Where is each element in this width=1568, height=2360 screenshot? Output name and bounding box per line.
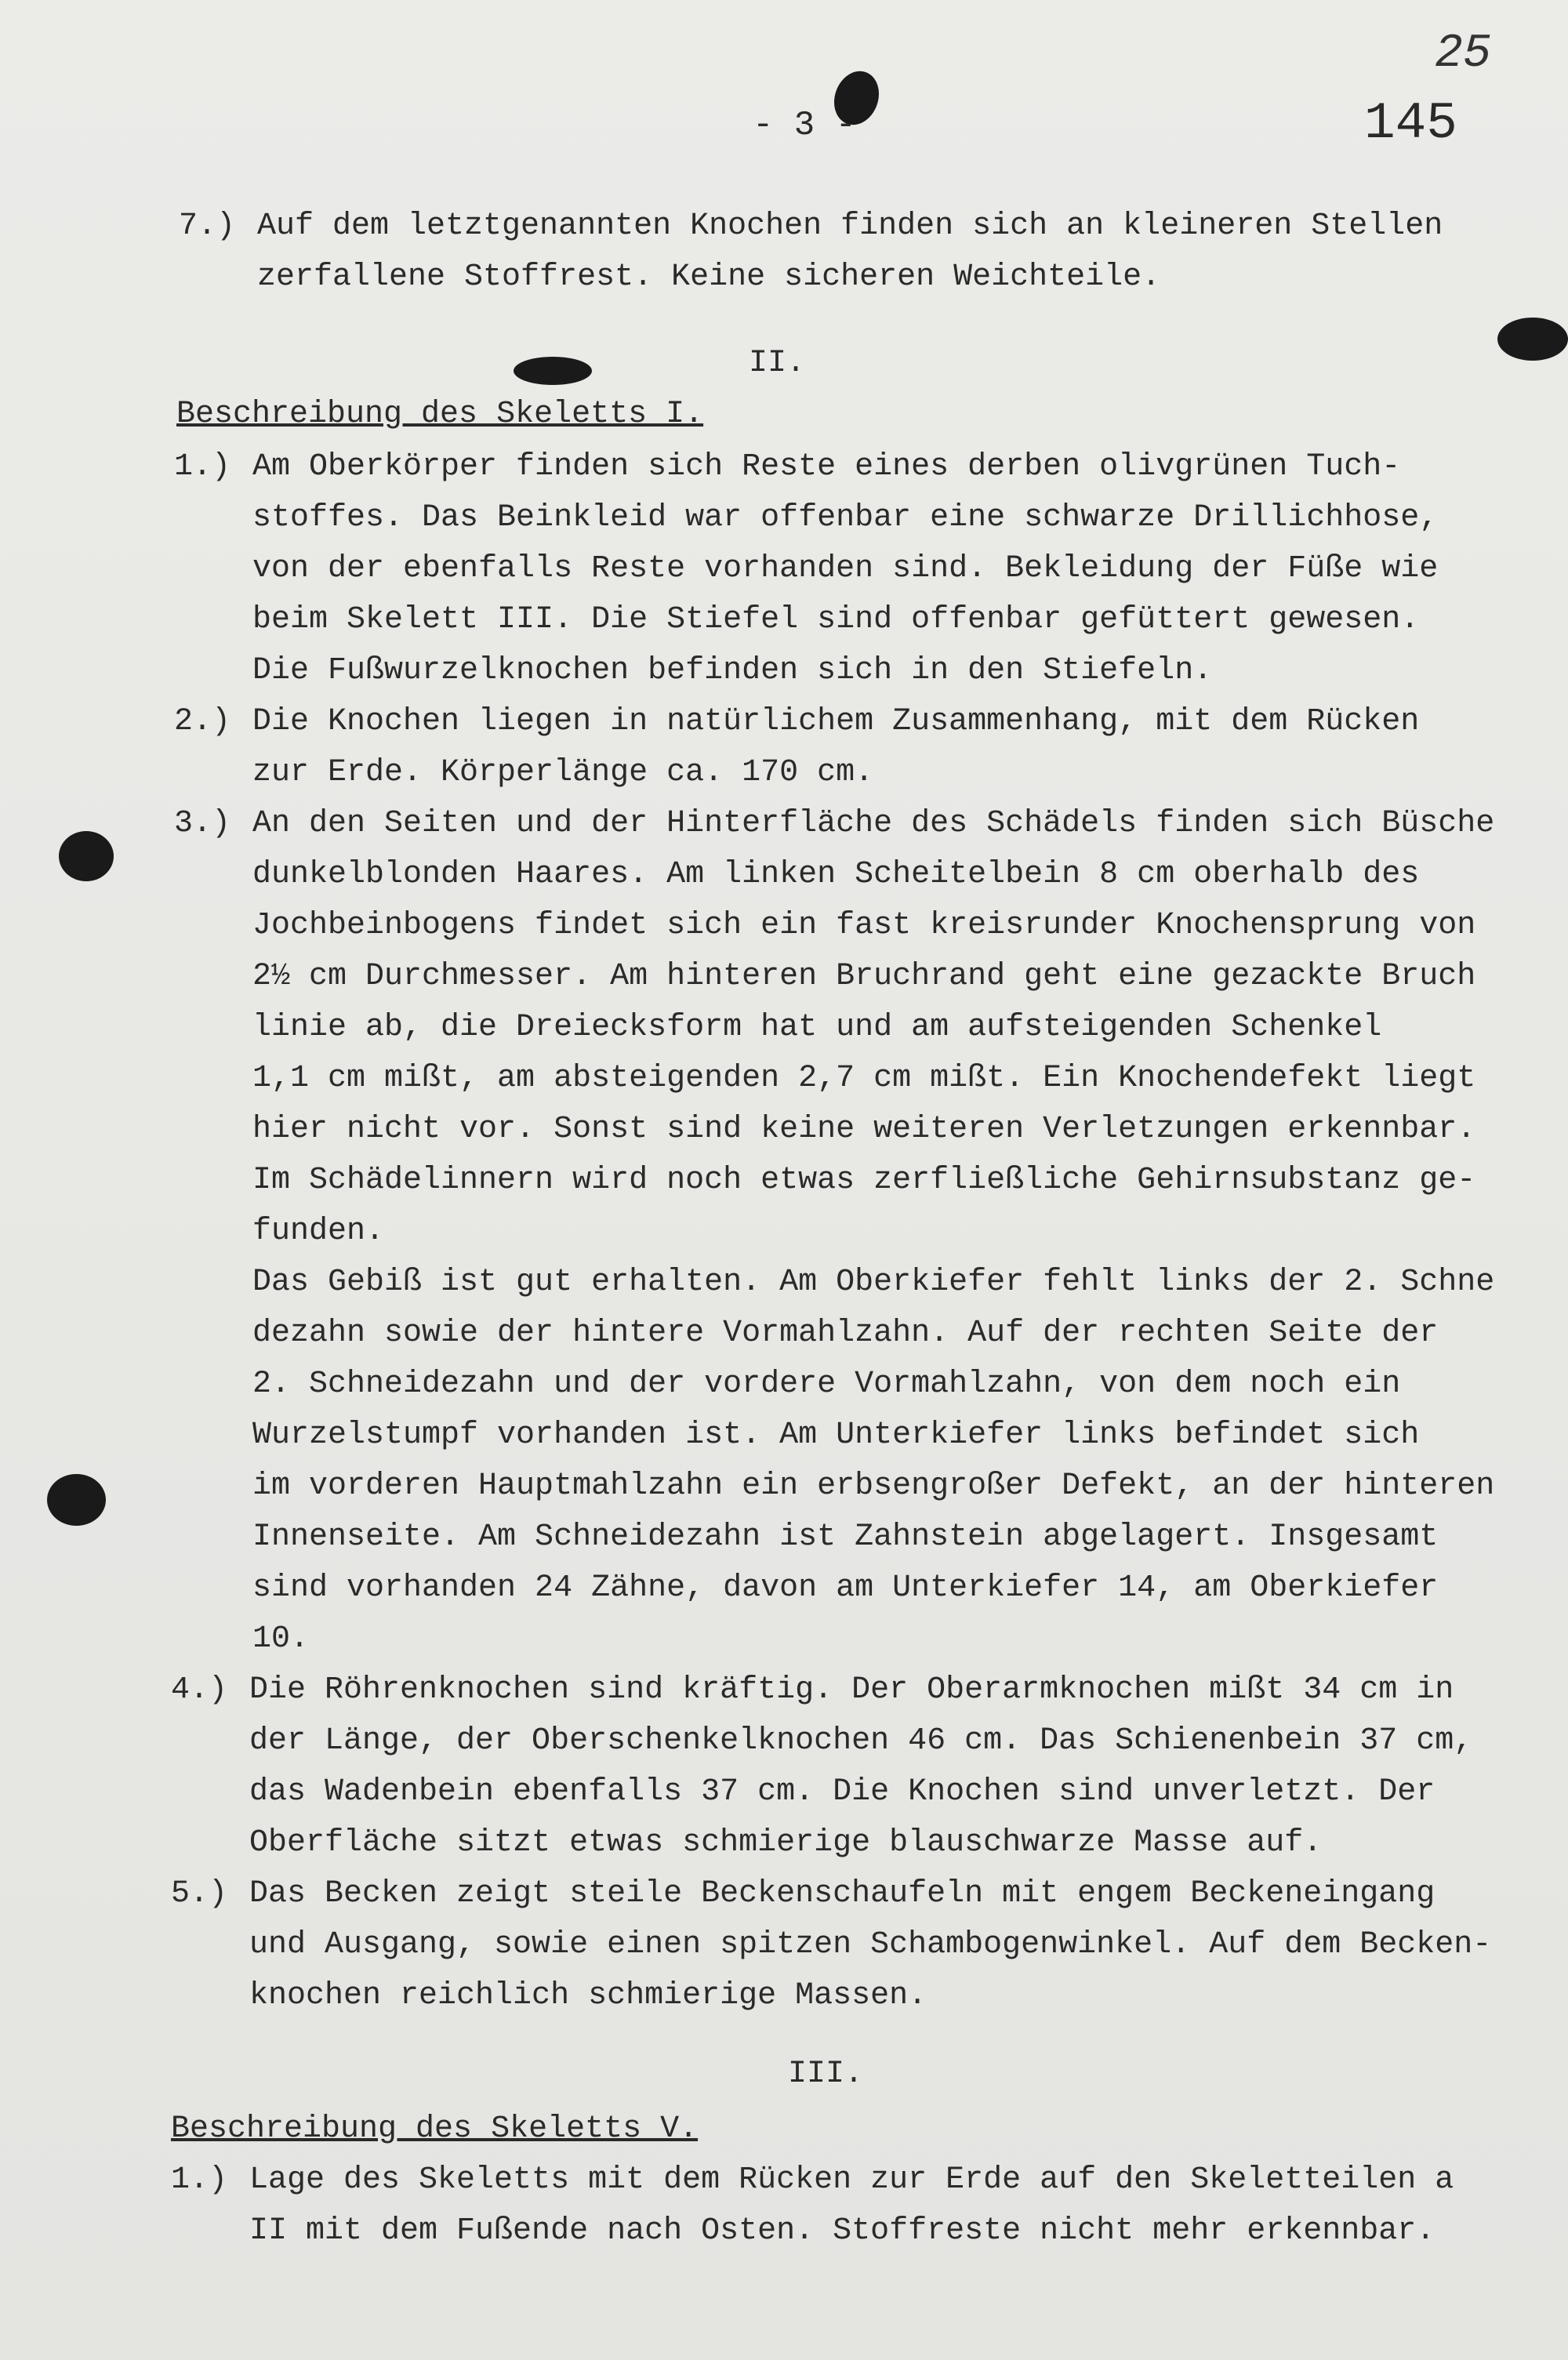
text-line: Lage des Skeletts mit dem Rücken zur Erde auf den Skeletteilen a <box>249 2162 1454 2198</box>
text-line: im vorderen Hauptmahlzahn ein erbsengroßer Defekt, an der hinteren <box>252 1469 1495 1504</box>
text-line: dezahn sowie der hintere Vormahlzahn. Auf der rechten Seite der <box>252 1316 1439 1351</box>
punch-hole-mark <box>47 1474 106 1526</box>
text-line: 2½ cm Durchmesser. Am hinteren Bruchrand geht eine gezackte Bruch <box>252 959 1476 994</box>
text-line: und Ausgang, sowie einen spitzen Schambogenwinkel. Auf dem Becken- <box>249 1927 1492 1962</box>
text-line: An den Seiten und der Hinterfläche des Schädels finden sich Büsche <box>252 806 1495 841</box>
stamped-folio-number: 145 <box>1364 94 1457 153</box>
text-line: Im Schädelinnern wird noch etwas zerfließliche Gehirnsubstanz ge- <box>252 1163 1476 1198</box>
text-line: Auf dem letztgenannten Knochen finden sich an kleineren Stellen <box>257 209 1443 244</box>
text-line: Die Röhrenknochen sind kräftig. Der Oberarmknochen mißt 34 cm in <box>249 1672 1454 1708</box>
section-heading: Beschreibung des Skeletts I. <box>176 397 704 432</box>
section-numeral: II. <box>749 346 806 381</box>
item-number: 4.) <box>171 1672 228 1708</box>
text-line: Wurzelstumpf vorhanden ist. Am Unterkiefer links befindet sich <box>252 1418 1420 1453</box>
item-number: 7.) <box>179 209 236 244</box>
text-line: II mit dem Fußende nach Osten. Stoffreste nicht mehr erkennbar. <box>249 2213 1436 2249</box>
text-line: dunkelblonden Haares. Am linken Scheitelbein 8 cm oberhalb des <box>252 857 1420 892</box>
text-line: Die Knochen liegen in natürlichem Zusammenhang, mit dem Rücken <box>252 704 1420 739</box>
text-line: Jochbeinbogens findet sich ein fast kreisrunder Knochensprung von <box>252 908 1476 943</box>
text-line: Das Gebiß ist gut erhalten. Am Oberkiefer fehlt links der 2. Schne <box>252 1265 1495 1300</box>
text-line: Innenseite. Am Schneidezahn ist Zahnstein abgelagert. Insgesamt <box>252 1519 1439 1555</box>
text-line: Das Becken zeigt steile Beckenschaufeln mit engem Beckeneingang <box>249 1876 1436 1912</box>
section-heading: Beschreibung des Skeletts V. <box>171 2111 699 2147</box>
section-numeral: III. <box>788 2057 864 2092</box>
text-line: stoffes. Das Beinkleid war offenbar eine schwarze Drillichhose, <box>252 500 1439 536</box>
text-line: von der ebenfalls Reste vorhanden sind. Bekleidung der Füße wie <box>252 551 1439 586</box>
text-line: zur Erde. Körperlänge ca. 170 cm. <box>252 755 874 790</box>
text-line: knochen reichlich schmierige Massen. <box>249 1978 927 2013</box>
ink-blot <box>1497 318 1568 361</box>
item-number: 1.) <box>174 449 231 485</box>
text-line: Am Oberkörper finden sich Reste eines derben olivgrünen Tuch- <box>252 449 1401 485</box>
text-line: 1,1 cm mißt, am absteigenden 2,7 cm mißt. Ein Knochendefekt liegt <box>252 1061 1476 1096</box>
item-number: 2.) <box>174 704 231 739</box>
text-line: beim Skelett III. Die Stiefel sind offenbar gefüttert gewesen. <box>252 602 1420 637</box>
item-number: 3.) <box>174 806 231 841</box>
text-line: Die Fußwurzelknochen befinden sich in den Stiefeln. <box>252 653 1213 688</box>
text-line: hier nicht vor. Sonst sind keine weiteren Verletzungen erkennbar. <box>252 1112 1476 1147</box>
text-line: linie ab, die Dreiecksform hat und am aufsteigenden Schenkel <box>252 1010 1382 1045</box>
punch-hole-mark <box>59 831 114 881</box>
item-number: 1.) <box>171 2162 228 2198</box>
text-line: funden. <box>252 1214 385 1249</box>
text-line: 2. Schneidezahn und der vordere Vormahlzahn, von dem noch ein <box>252 1367 1401 1402</box>
page-number: - 3 - <box>753 106 857 145</box>
ink-blot <box>514 357 592 385</box>
text-line: Oberfläche sitzt etwas schmierige blauschwarze Masse auf. <box>249 1825 1323 1861</box>
text-line: das Wadenbein ebenfalls 37 cm. Die Knochen sind unverletzt. Der <box>249 1774 1436 1810</box>
handwritten-folio: 25 <box>1435 27 1492 81</box>
text-line: sind vorhanden 24 Zähne, davon am Unterkiefer 14, am Oberkiefer <box>252 1570 1439 1606</box>
item-number: 5.) <box>171 1876 228 1912</box>
text-line: der Länge, der Oberschenkelknochen 46 cm. Das Schienenbein 37 cm, <box>249 1723 1473 1759</box>
text-line: zerfallene Stoffrest. Keine sicheren Weichteile. <box>257 260 1161 295</box>
text-line: 10. <box>252 1621 310 1657</box>
